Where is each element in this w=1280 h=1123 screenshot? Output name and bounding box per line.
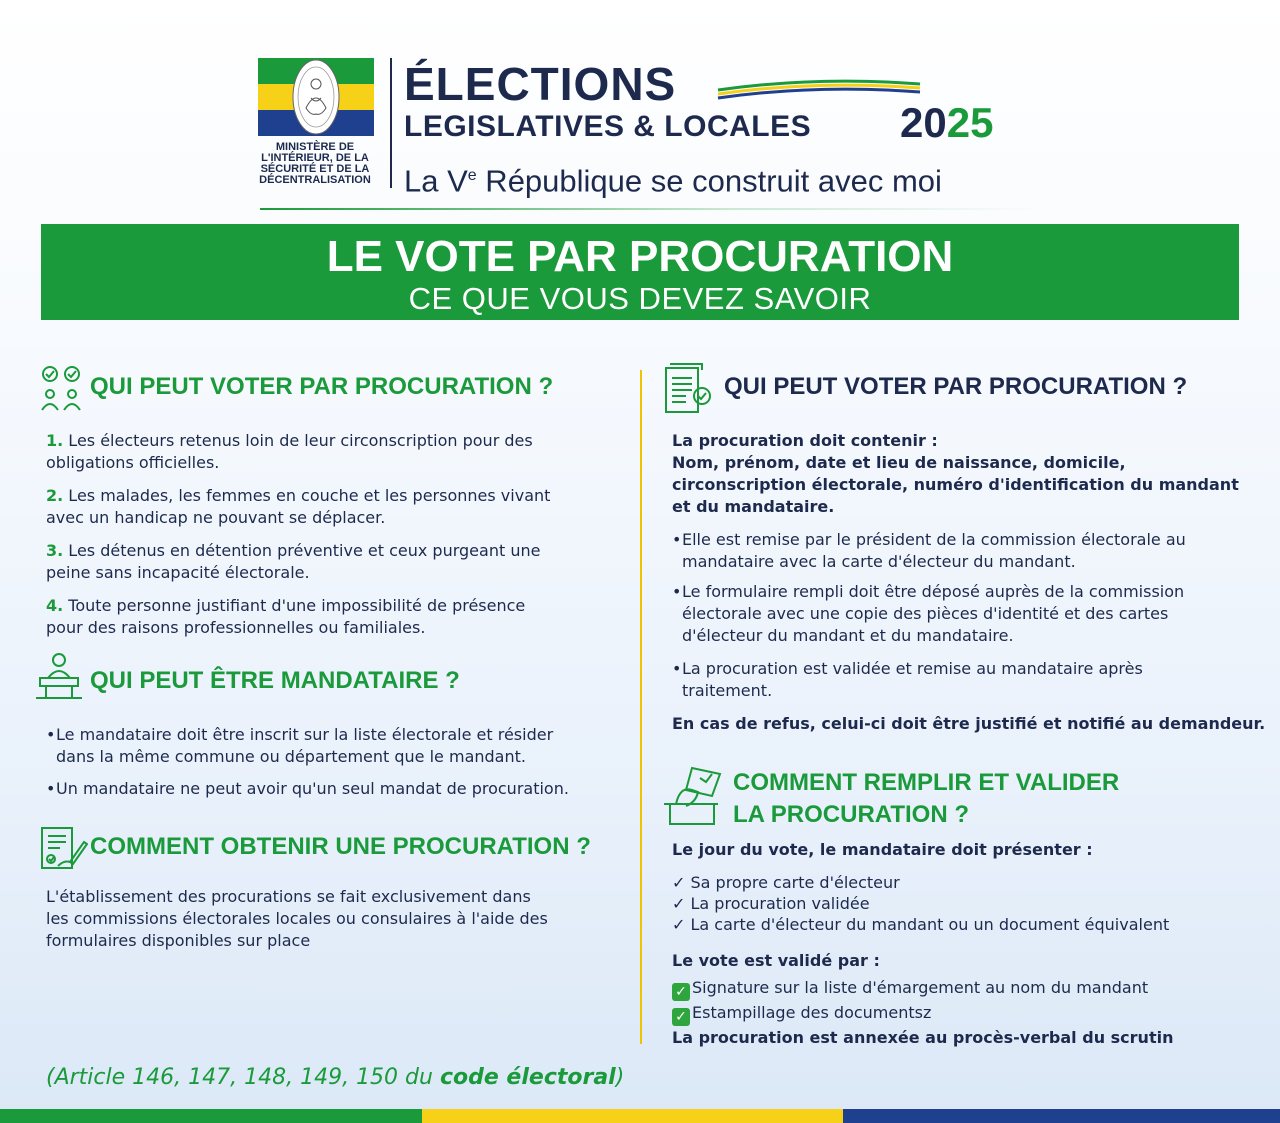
section-who-can-vote: QUI PEUT VOTER PAR PROCURATION ? xyxy=(90,373,554,400)
validated-by-intro: Le vote est validé par : xyxy=(672,951,880,970)
title-banner xyxy=(41,224,1239,320)
form-signature-icon xyxy=(40,826,88,870)
check-item: ✓ La carte d'électeur du mandant ou un document équivalent xyxy=(672,915,1170,934)
gabon-flag-logo xyxy=(258,58,374,136)
ministry-name: MINISTÈRE DE L'INTÉRIEUR, DE LA SÉCURITÉ ET DE LA DÉCENTRALISATION xyxy=(259,141,371,186)
check-item: ✓ La procuration validée xyxy=(672,894,870,913)
annex-note: La procuration est annexée au procès-verbal du scrutin xyxy=(672,1028,1174,1047)
paragraph: L'établissement des procurations se fait exclusivement dans les commissions électorales locales ou consulaires à l'aide des formulaires disponibles sur place xyxy=(46,887,548,950)
proxy-contents: Nom, prénom, date et lieu de naissance, domicile, circonscription électorale, numéro d'identification du mandant et du mandataire. xyxy=(672,453,1239,516)
header-divider xyxy=(390,58,392,188)
header-underline xyxy=(260,208,1040,210)
header xyxy=(0,0,1280,220)
section-how-to-fill: COMMENT REMPLIR ET VALIDER LA PROCURATION ? xyxy=(733,769,1120,828)
people-check-icon xyxy=(40,364,84,412)
section-how-to-obtain: COMMENT OBTENIR UNE PROCURATION ? xyxy=(90,833,591,860)
list-item: • La procuration est validée et remise au mandataire après traitement. xyxy=(672,658,1272,702)
list-item: • Elle est remise par le président de la commission électorale au mandataire avec la carte d'électeur du mandant. xyxy=(672,529,1272,573)
banner-subtitle: CE QUE VOUS DEVEZ SAVOIR xyxy=(408,281,872,316)
lectern-icon xyxy=(34,652,84,700)
proxy-intro: La procuration doit contenir : xyxy=(672,431,938,450)
election-year: 2025 xyxy=(900,99,994,146)
elections-subtitle: LEGISLATIVES & LOCALES xyxy=(404,110,812,143)
coat-of-arms-seal-icon xyxy=(291,58,341,136)
checkmark-icon: ✓ xyxy=(672,1008,690,1026)
check-item: ✓ Sa propre carte d'électeur xyxy=(672,873,900,892)
green-check-item: ✓ Signature sur la liste d'émargement au nom du mandant xyxy=(672,977,1148,1001)
checkmark-icon: ✓ xyxy=(672,983,690,1001)
section-who-can-be-proxy: QUI PEUT ÊTRE MANDATAIRE ? xyxy=(90,667,460,694)
list-item: • Le formulaire rempli doit être déposé auprès de la commission électorale avec une copie des pièces d'identité et des cartes d'électeur du mandant et du mandataire. xyxy=(672,581,1272,647)
vote-day-intro: Le jour du vote, le mandataire doit présenter : xyxy=(672,840,1093,859)
document-check-icon xyxy=(664,362,714,414)
slogan: La Ve République se construit avec moi xyxy=(404,163,942,199)
column-separator xyxy=(640,370,642,1044)
flag-footer-bar xyxy=(0,1109,1280,1123)
hand-ballot-icon xyxy=(662,764,724,826)
list-item: 1. Les électeurs retenus loin de leur circonscription pour des obligations officielles. xyxy=(46,431,533,472)
list-item: • Le mandataire doit être inscrit sur la liste électorale et résider dans la même commune ou département que le mandant. xyxy=(46,724,636,768)
section-proxy-contents: QUI PEUT VOTER PAR PROCURATION ? xyxy=(724,373,1188,400)
elections-title: ÉLECTIONS xyxy=(404,58,677,110)
banner-title: LE VOTE PAR PROCURATION xyxy=(326,232,954,281)
list-item: 2. Les malades, les femmes en couche et les personnes vivant avec un handicap ne pouvant se déplacer. xyxy=(46,486,551,527)
list-item: 4. Toute personne justifiant d'une impossibilité de présence pour des raisons professionnelles ou familiales. xyxy=(46,596,526,637)
list-item: 3. Les détenus en détention préventive et ceux purgeant une peine sans incapacité électorale. xyxy=(46,541,541,582)
legal-reference: (Article 146, 147, 148, 149, 150 du code électoral) xyxy=(46,1065,625,1090)
list-item: • Un mandataire ne peut avoir qu'un seul mandat de procuration. xyxy=(46,778,636,800)
refusal-note: En cas de refus, celui-ci doit être justifié et notifié au demandeur. xyxy=(672,714,1266,733)
flag-swoosh-icon xyxy=(716,74,922,104)
green-check-item: ✓ Estampillage des documentsz xyxy=(672,1002,931,1026)
